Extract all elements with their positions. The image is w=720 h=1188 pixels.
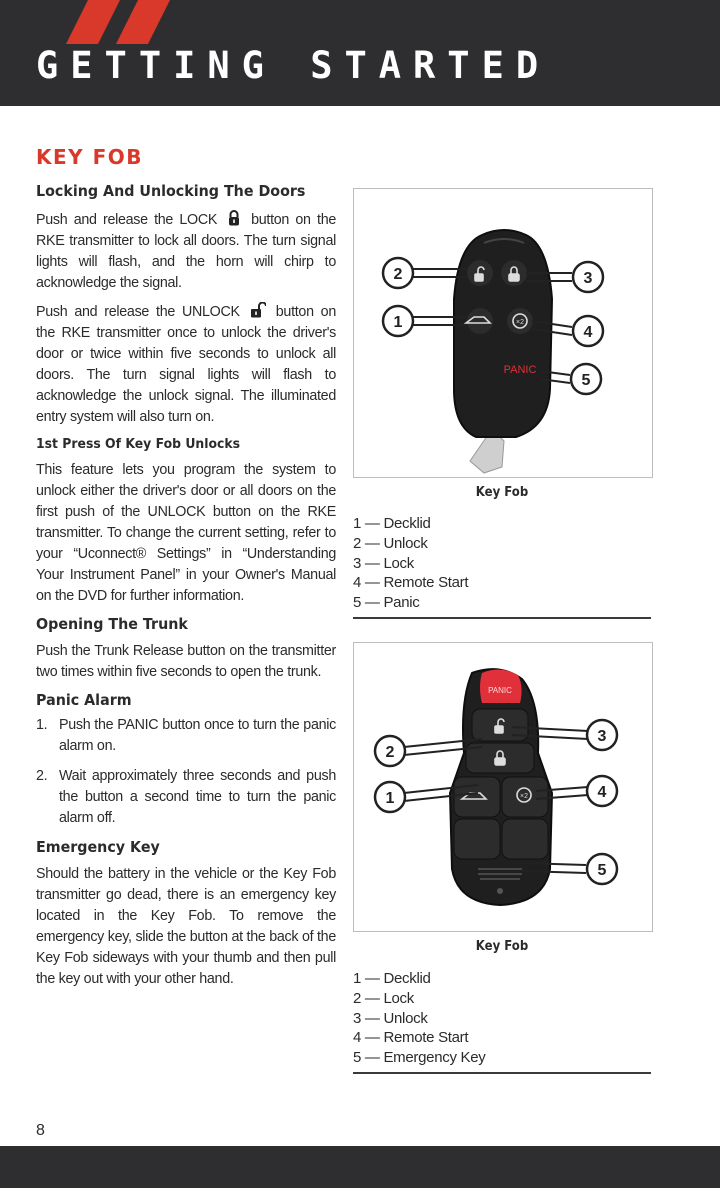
callout-number: 1	[393, 314, 403, 331]
key-fob-illustration-1	[354, 189, 652, 477]
list-item-text: Wait approximately three seconds and push the button a second time to turn the panic alarm off.	[59, 768, 336, 826]
legend-item: 2 — Unlock	[353, 534, 428, 552]
brand-stripes-logo	[60, 0, 180, 44]
callout-number: 1	[385, 790, 395, 807]
panic-button-label-1: PANIC	[503, 364, 537, 376]
figure-2-caption: Key Fob	[475, 939, 529, 954]
locking-p1-lead: Push and release the LOCK	[36, 212, 218, 228]
legend-item: 5 — Panic	[353, 594, 420, 612]
heading-trunk: Opening The Trunk	[36, 615, 188, 633]
emergency-text: Should the battery in the vehicle or the Key Fob transmitter go dead, there is an emergency key located in the Key Fob. To remove the emergency key, slide the button at the back of the Key Fob sideways with your thumb and then pull the key out with your other hand.	[36, 866, 336, 987]
callout-number: 4	[597, 784, 607, 801]
locking-paragraph-1	[36, 210, 336, 294]
callout-number: 2	[393, 266, 403, 283]
list-item	[36, 715, 336, 757]
figure-1-legend	[353, 514, 651, 619]
list-item-text: Push the PANIC button once to turn the panic alarm on.	[59, 717, 336, 754]
page-header	[0, 0, 720, 106]
legend-item: 1 — Decklid	[353, 515, 431, 532]
heading-locking: Locking And Unlocking The Doors	[36, 182, 306, 200]
section-title: KEY FOB	[36, 145, 144, 169]
callout-number: 5	[597, 862, 607, 879]
panic-steps	[36, 715, 336, 829]
legend-item: 2 — Lock	[353, 989, 414, 1007]
unlock-icon	[250, 302, 266, 318]
lock-icon	[227, 210, 241, 226]
first-press-text: This feature lets you program the system to unlock either the driver's door or all doors on the first push of the UNLOCK button on the RKE transmitter. To change the current setting, refer to your “Uconnect® Settings” in “Understanding Your Instrument Panel” in your Owner's Manual on the DVD for further information.	[36, 462, 336, 604]
key-fob-figure-2	[353, 642, 653, 932]
list-item-number: 1.	[36, 717, 48, 733]
key-fob-figure-1	[353, 188, 653, 478]
page-number: 8	[36, 1122, 45, 1139]
legend-item: 5 — Emergency Key	[353, 1049, 486, 1067]
callout-number: 5	[581, 372, 591, 389]
legend-item: 3 — Lock	[353, 554, 414, 572]
callout-number: 3	[597, 728, 607, 745]
list-item	[36, 766, 336, 829]
figure-1-caption: Key Fob	[475, 485, 529, 500]
key-fob-illustration-2	[354, 643, 652, 931]
legend-item: 4 — Remote Start	[353, 1029, 469, 1047]
double-press-label-1: ×2	[516, 319, 524, 326]
callout-number: 2	[385, 744, 395, 761]
heading-emergency-key: Emergency Key	[36, 838, 160, 856]
callout-number: 3	[583, 270, 593, 287]
trunk-text: Push the Trunk Release button on the transmitter two times within five seconds to open the trunk.	[36, 643, 336, 680]
locking-paragraph-2	[36, 302, 336, 428]
list-item-number: 2.	[36, 768, 48, 784]
legend-item: 3 — Unlock	[353, 1009, 428, 1027]
double-press-label-2: ×2	[520, 793, 528, 800]
figure-2-legend	[353, 969, 651, 1074]
callout-number: 4	[583, 324, 593, 341]
locking-p1-rest: button on the RKE transmitter to lock all doors. The turn signal lights will flash, and the horn will chirp to acknowledge the signal.	[36, 212, 336, 291]
locking-p2-lead: Push and release the UNLOCK	[36, 304, 240, 320]
heading-panic: Panic Alarm	[36, 691, 132, 709]
heading-first-press: 1st Press Of Key Fob Unlocks	[36, 436, 241, 452]
panic-button-label-2: PANIC	[488, 686, 512, 695]
page-header-title: GETTING STARTED	[36, 44, 551, 87]
legend-item: 1 — Decklid	[353, 970, 431, 987]
legend-item: 4 — Remote Start	[353, 574, 469, 592]
page-footer-bar	[0, 1146, 720, 1188]
main-text-column	[36, 182, 336, 990]
locking-p2-rest: button on the RKE transmitter once to unlock the driver's door or twice within five seconds to unlock all doors. The turn signal lights will flash to acknowledge the unlock signal. The illuminated entry system will also turn on.	[36, 304, 336, 425]
